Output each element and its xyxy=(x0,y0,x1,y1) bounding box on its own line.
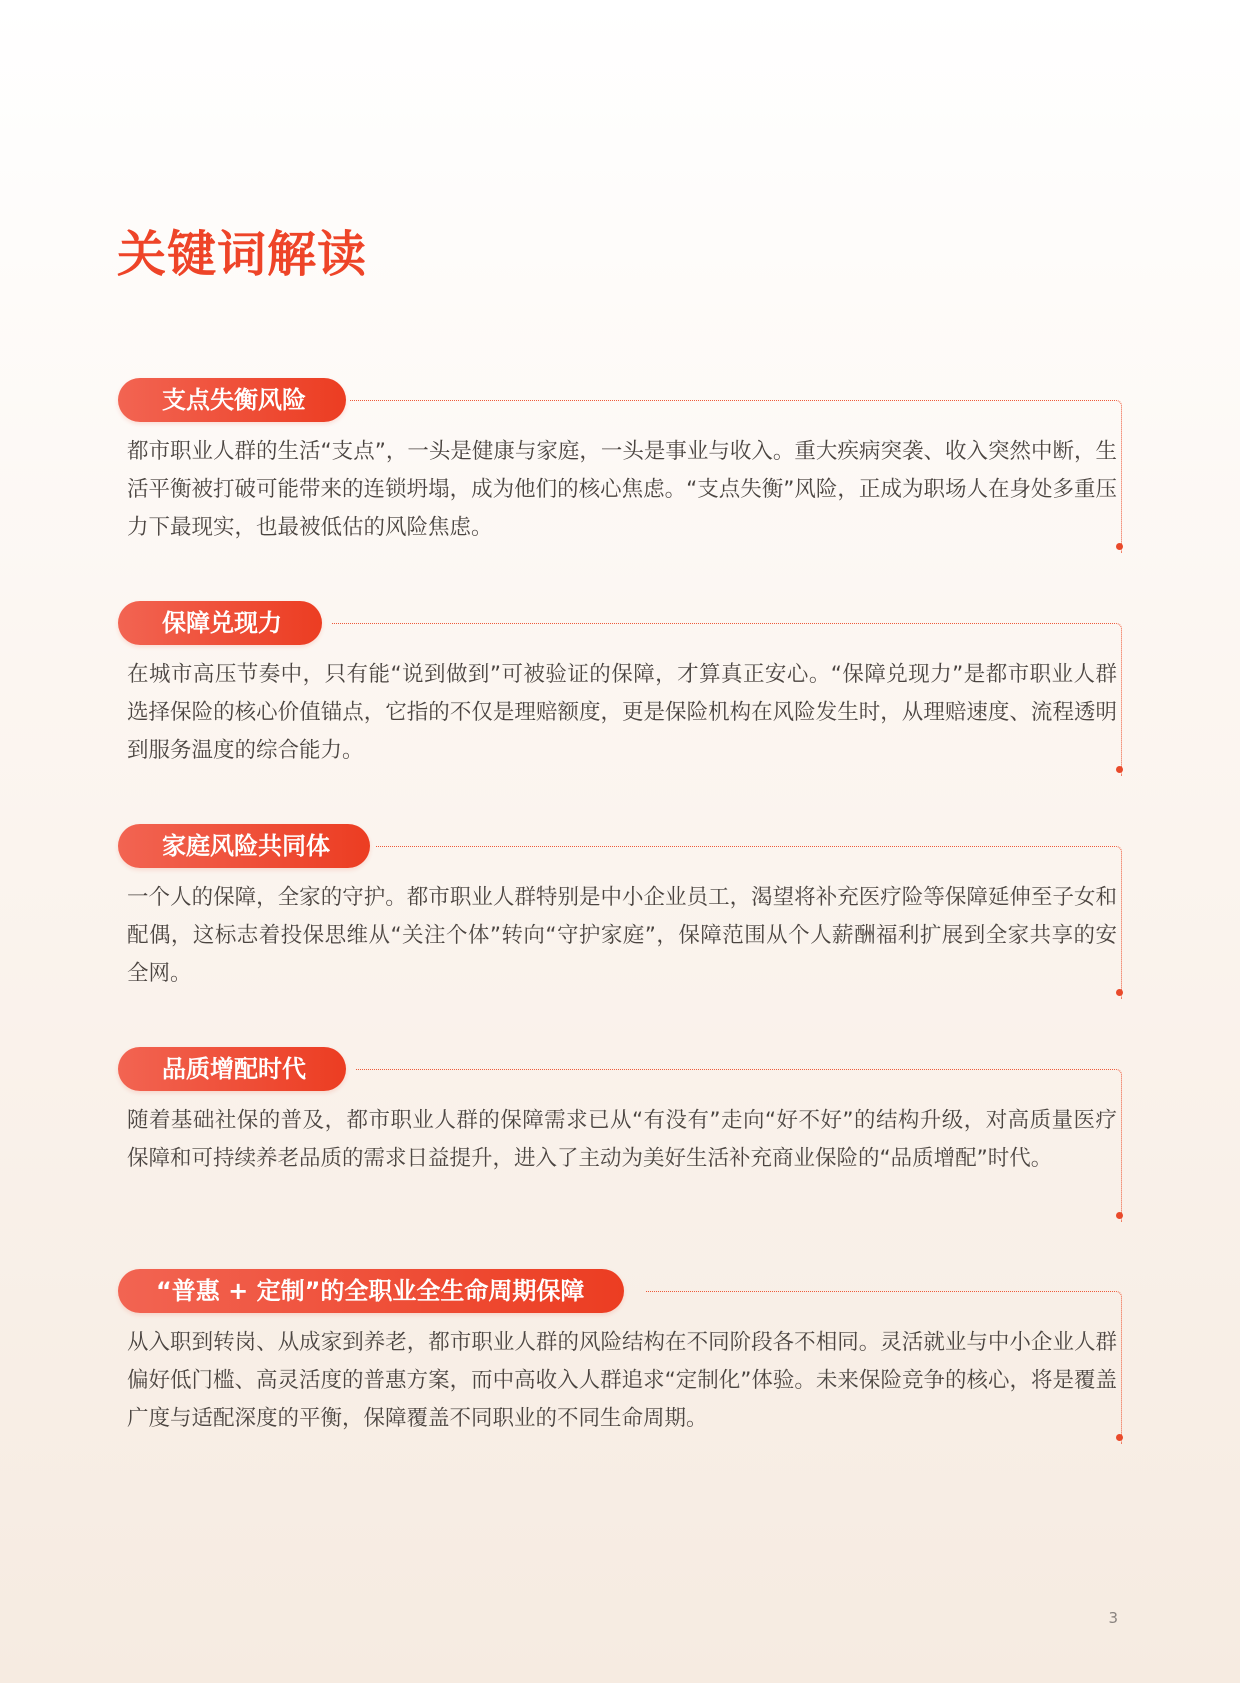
section-heading: 家庭风险共同体 xyxy=(118,824,370,868)
keyword-section-quality-upgrade-era xyxy=(118,1047,1124,1227)
connector-end-dot xyxy=(1116,766,1123,773)
keyword-section-guarantee-delivery xyxy=(118,601,1124,781)
connector-end-dot xyxy=(1116,1212,1123,1219)
section-body: 一个人的保障，全家的守护。都市职业人群特别是中小企业员工，渴望将补充医疗险等保障延伸至子女和配偶，这标志着投保思维从“关注个体”转向“守护家庭”，保障范围从个人薪酬福利扩展到全家共享的安全网。 xyxy=(127,885,1117,986)
connector-end-dot xyxy=(1116,1434,1123,1441)
section-heading: 支点失衡风险 xyxy=(118,378,346,422)
section-body: 都市职业人群的生活“支点”，一头是健康与家庭，一头是事业与收入。重大疾病突袭、收入突然中断，生活平衡被打破可能带来的连锁坍塌，成为他们的核心焦虑。“支点失衡”风险，正成为职场人在身处多重压力下最现实，也最被低估的风险焦虑。 xyxy=(127,439,1117,540)
keyword-section-inclusive-custom-lifecycle xyxy=(118,1269,1124,1449)
keyword-section-family-risk-community xyxy=(118,824,1124,1004)
section-heading: “普惠 + 定制”的全职业全生命周期保障 xyxy=(118,1269,624,1313)
page-title: 关键词解读 xyxy=(117,226,368,283)
connector-end-dot xyxy=(1116,989,1123,996)
connector-end-dot xyxy=(1116,543,1123,550)
section-heading: 保障兑现力 xyxy=(118,601,322,645)
section-body: 从入职到转岗、从成家到养老，都市职业人群的风险结构在不同阶段各不相同。灵活就业与中小企业人群偏好低门槛、高灵活度的普惠方案，而中高收入人群追求“定制化”体验。未来保险竞争的核心，将是覆盖广度与适配深度的平衡，保障覆盖不同职业的不同生命周期。 xyxy=(127,1330,1117,1431)
section-heading: 品质增配时代 xyxy=(118,1047,346,1091)
section-body: 随着基础社保的普及，都市职业人群的保障需求已从“有没有”走向“好不好”的结构升级，对高质量医疗保障和可持续养老品质的需求日益提升，进入了主动为美好生活补充商业保险的“品质增配”时代。 xyxy=(127,1108,1117,1171)
page-number: 3 xyxy=(1108,1609,1118,1627)
section-body: 在城市高压节奏中，只有能“说到做到”可被验证的保障，才算真正安心。“保障兑现力”是都市职业人群选择保险的核心价值锚点，它指的不仅是理赔额度，更是保险机构在风险发生时，从理赔速度、流程透明到服务温度的综合能力。 xyxy=(127,662,1117,763)
keyword-section-fulcrum-imbalance xyxy=(118,378,1124,558)
